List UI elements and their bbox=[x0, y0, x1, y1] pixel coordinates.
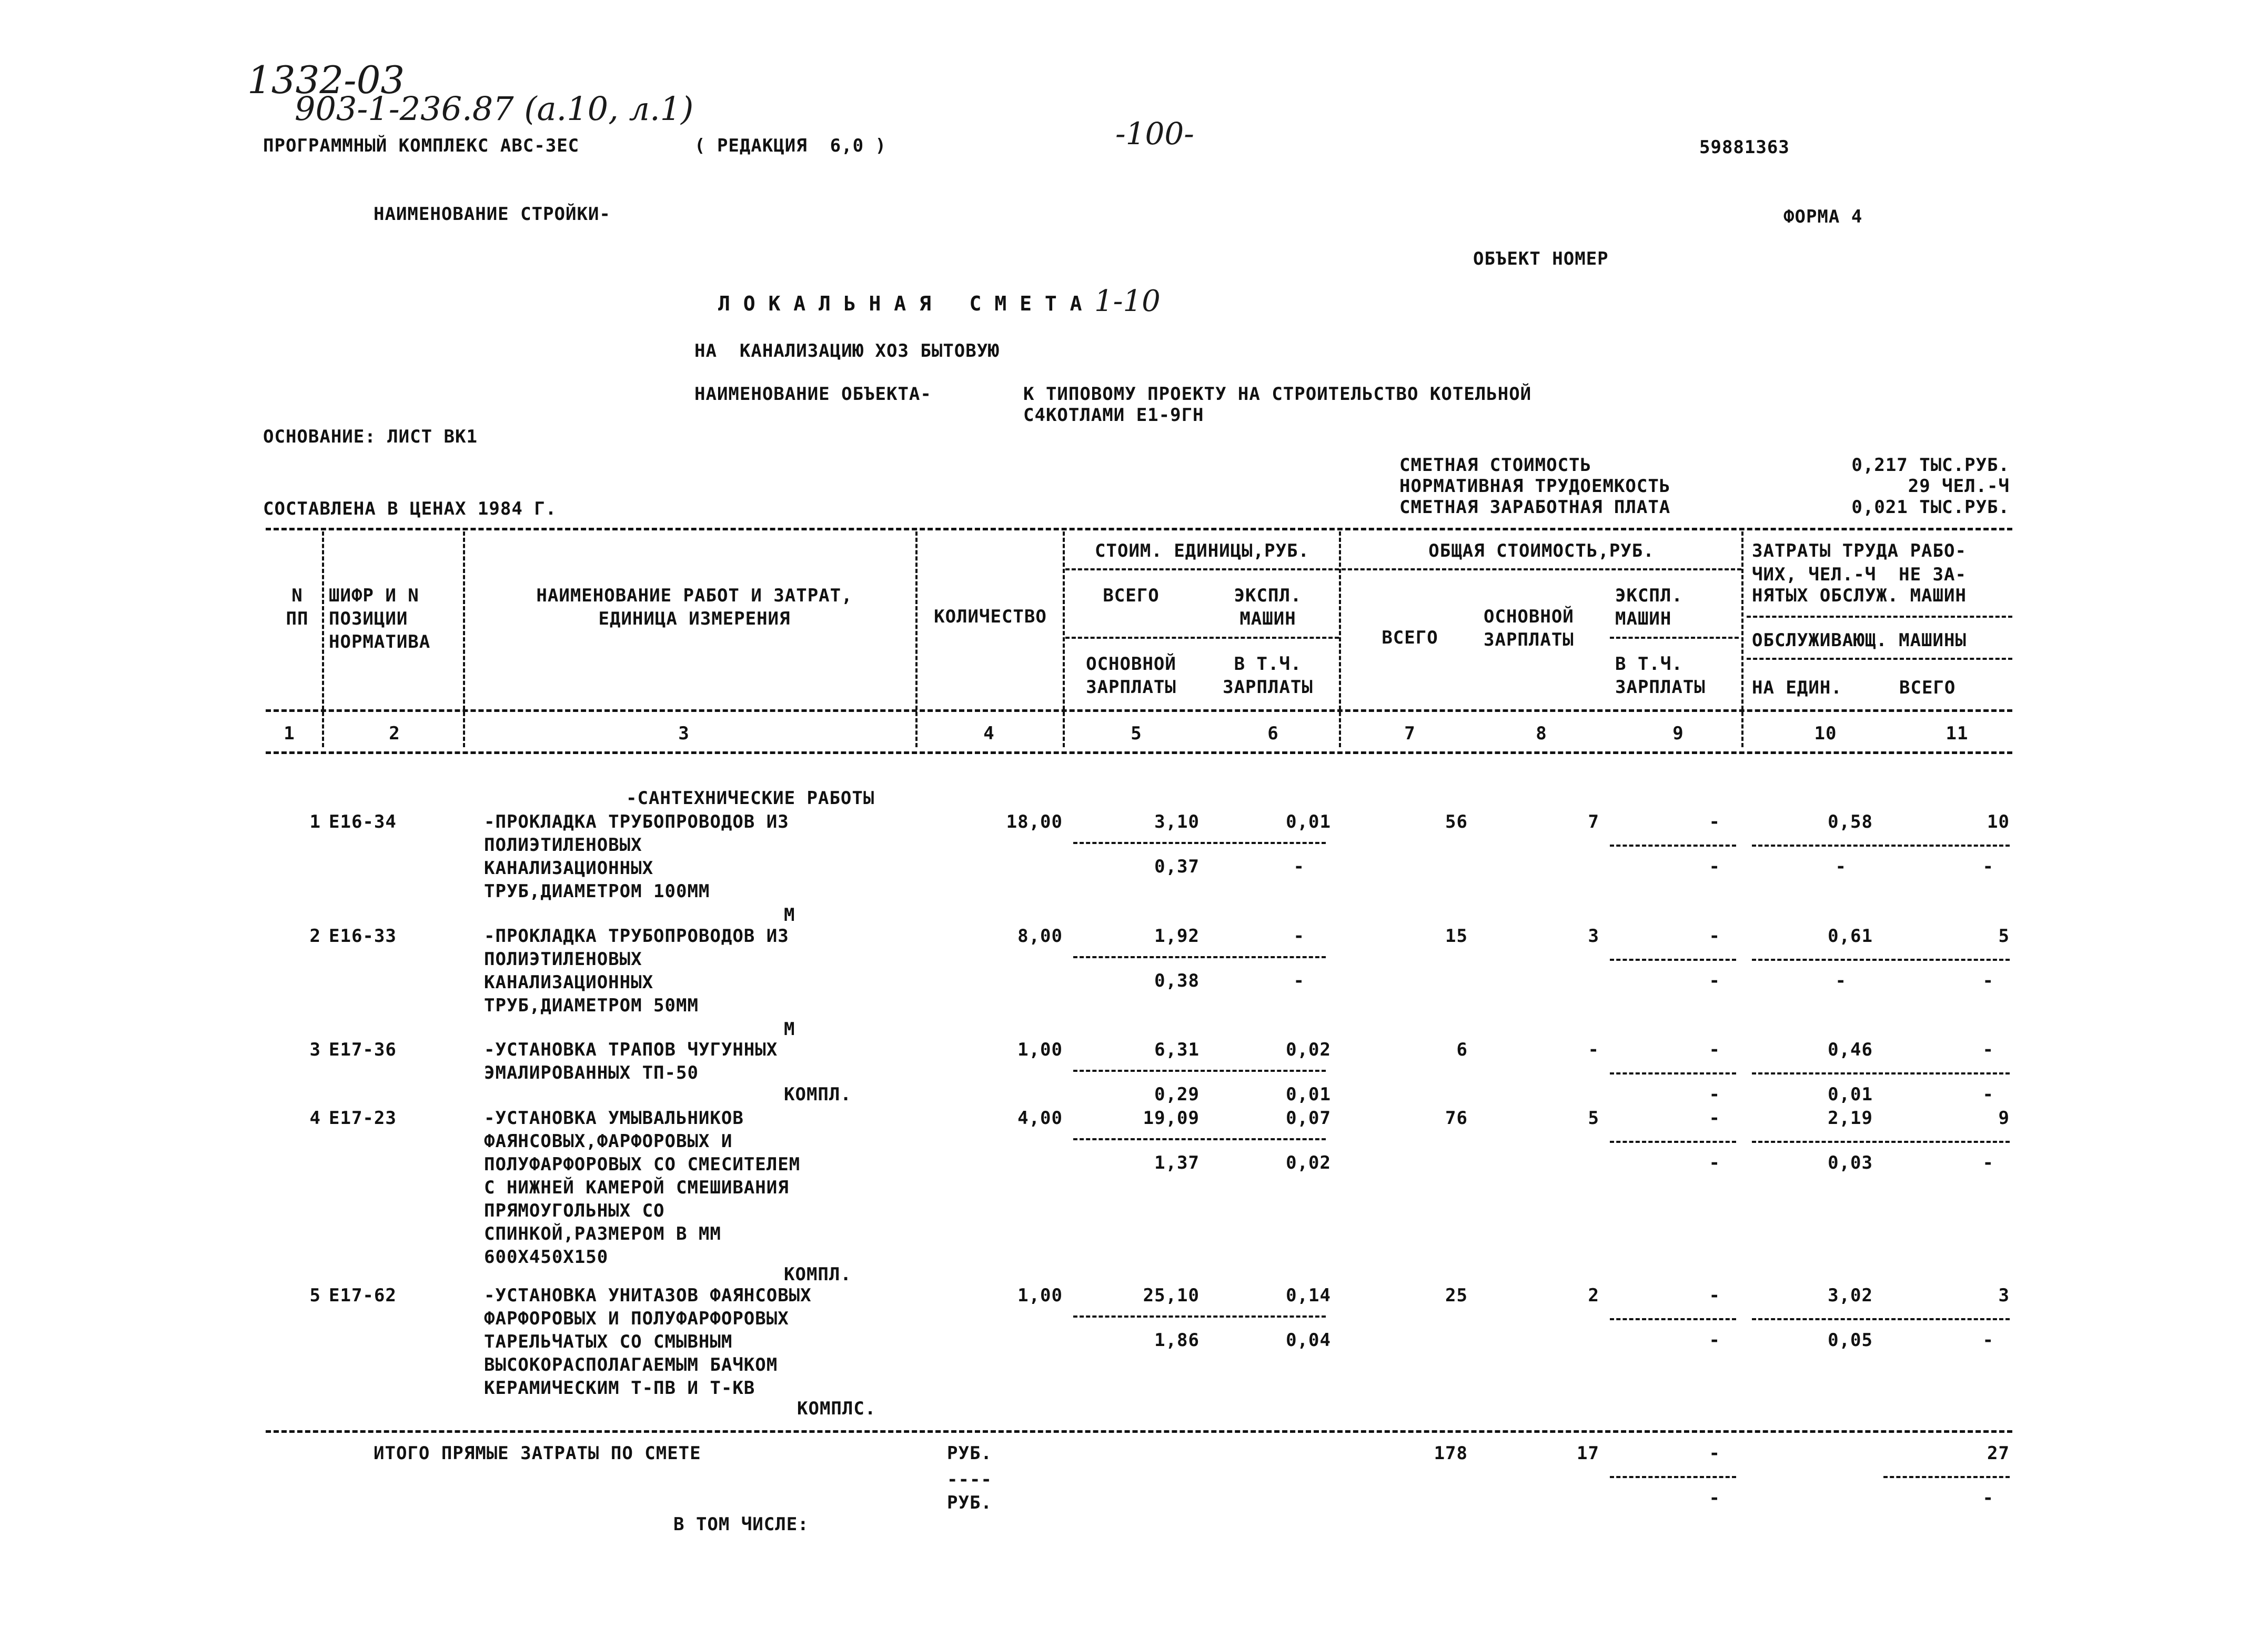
cell-rule bbox=[1073, 1315, 1326, 1318]
cell-rule bbox=[1752, 1072, 2010, 1074]
row-name: -ПРОКЛАДКА ТРУБОПРОВОДОВ ИЗ ПОЛИЭТИЛЕНОВЫХ КАНАЛИЗАЦИОННЫХ ТРУБ,ДИАМЕТРОМ 50ММ bbox=[484, 926, 789, 1016]
row-labor-total-2: - bbox=[1982, 1084, 1994, 1105]
row-name: -УСТАНОВКА ТРАПОВ ЧУГУННЫХ ЭМАЛИРОВАННЫХ ТП-50 bbox=[484, 1039, 778, 1083]
row-number: 2 bbox=[309, 926, 321, 947]
row-quantity: 1,00 bbox=[1017, 1285, 1063, 1306]
row-machines-salary: - bbox=[1709, 1152, 1720, 1173]
col-header-base-salary: ОСНОВНОЙ ЗАРПЛАТЫ bbox=[1086, 654, 1176, 698]
col-header-overall-machines: ЭКСПЛ. МАШИН bbox=[1615, 585, 1683, 629]
totals-machines: - bbox=[1709, 1443, 1720, 1464]
totals-base-salary: 17 bbox=[1577, 1443, 1599, 1464]
row-unit-machines-salary: - bbox=[1293, 856, 1305, 877]
row-labor-per-unit-2: 0,05 bbox=[1828, 1330, 1873, 1351]
row-unit-machines-salary: - bbox=[1293, 970, 1305, 991]
col-number: 11 bbox=[1946, 723, 1969, 744]
row-base-salary: 3 bbox=[1588, 926, 1599, 947]
row-unit-machines: 0,02 bbox=[1286, 1039, 1331, 1060]
object-name-line-2: С4КОТЛАМИ Е1-9ГН bbox=[1023, 405, 1204, 426]
header-subrule bbox=[1342, 568, 1741, 570]
cell-rule bbox=[1073, 1138, 1326, 1140]
row-unit-cost: 25,10 bbox=[1143, 1285, 1199, 1306]
row-unit-cost: 19,09 bbox=[1143, 1108, 1199, 1129]
col-number: 6 bbox=[1267, 723, 1279, 744]
handwritten-code: 1332-03 bbox=[247, 58, 405, 102]
row-code: Е17-23 bbox=[329, 1108, 397, 1129]
cell-rule bbox=[1073, 842, 1326, 844]
row-unit-machines-salary: 0,02 bbox=[1286, 1152, 1331, 1173]
col-header-overall-total: ВСЕГО bbox=[1382, 627, 1438, 648]
row-unit-machines: - bbox=[1293, 926, 1305, 947]
row-labor-total-2: - bbox=[1982, 1330, 1994, 1351]
col-header-overall-incl: В Т.Ч. ЗАРПЛАТЫ bbox=[1615, 654, 1706, 698]
row-base-salary: 7 bbox=[1588, 811, 1599, 832]
row-code: Е16-34 bbox=[329, 811, 397, 832]
handwritten-ref: 903-1-236.87 (а.10, л.1) bbox=[295, 89, 694, 128]
section-title: -САНТЕХНИЧЕСКИЕ РАБОТЫ bbox=[626, 788, 875, 809]
col-header-overall-base: ОСНОВНОЙ ЗАРПЛАТЫ bbox=[1484, 606, 1574, 650]
row-machines: - bbox=[1709, 811, 1720, 832]
header-divider bbox=[1741, 531, 1743, 747]
row-labor-per-unit-2: - bbox=[1835, 970, 1847, 991]
row-labor-total: 5 bbox=[1998, 926, 2010, 947]
row-unit-machines-salary: 0,04 bbox=[1286, 1330, 1331, 1351]
row-labor-per-unit: 0,58 bbox=[1828, 811, 1873, 832]
row-number: 1 bbox=[309, 811, 321, 832]
row-total: 76 bbox=[1445, 1108, 1468, 1129]
edition: ( РЕДАКЦИЯ 6,0 ) bbox=[694, 135, 886, 156]
summary-label: СМЕТНАЯ ЗАРАБОТНАЯ ПЛАТА bbox=[1399, 497, 1671, 518]
row-total: 6 bbox=[1456, 1039, 1468, 1060]
row-total: 25 bbox=[1445, 1285, 1468, 1306]
col-header-labor-4: ОБСЛУЖИВАЮЩ. МАШИНЫ bbox=[1752, 630, 1967, 651]
col-number: 4 bbox=[983, 723, 995, 744]
row-unit-salary: 0,37 bbox=[1154, 856, 1199, 877]
row-name: -УСТАНОВКА УНИТАЗОВ ФАЯНСОВЫХ ФАРФОРОВЫХ И ПОЛУФАРФОРОВЫХ ТАРЕЛЬЧАТЫХ СО СМЫВНЫМ ВЫСОКОРАСПОЛАГАЕМЫМ БАЧКОМ КЕРАМИЧЕСКИМ Т-ПВ И Т-КВ bbox=[484, 1285, 812, 1399]
row-machines-salary: - bbox=[1709, 856, 1720, 877]
row-unit-cost: 3,10 bbox=[1154, 811, 1199, 832]
row-number: 3 bbox=[309, 1039, 321, 1060]
row-base-salary: 5 bbox=[1588, 1108, 1599, 1129]
row-unit-machines-salary: 0,01 bbox=[1286, 1084, 1331, 1105]
row-labor-per-unit-2: - bbox=[1835, 856, 1847, 877]
col-number: 1 bbox=[284, 723, 295, 744]
summary-value: 0,217 ТЫС.РУБ. bbox=[1851, 455, 2010, 476]
col-header-labor-3: НЯТЫХ ОБСЛУЖ. МАШИН bbox=[1752, 585, 1967, 606]
header-divider bbox=[322, 531, 324, 747]
header-subrule bbox=[1747, 616, 2012, 618]
row-unit-machines: 0,01 bbox=[1286, 811, 1331, 832]
object-number-label: ОБЪЕКТ НОМЕР bbox=[1473, 248, 1609, 269]
col-header-machines: ЭКСПЛ. МАШИН bbox=[1234, 585, 1302, 629]
row-quantity: 18,00 bbox=[1006, 811, 1063, 832]
row-machines-salary: - bbox=[1709, 970, 1720, 991]
row-machines: - bbox=[1709, 926, 1720, 947]
col-number: 7 bbox=[1404, 723, 1416, 744]
row-total: 15 bbox=[1445, 926, 1468, 947]
table-numbers-rule bbox=[266, 751, 2012, 754]
header-divider bbox=[1063, 531, 1065, 747]
col-header-code: ШИФР И N ПОЗИЦИИ НОРМАТИВА bbox=[329, 585, 431, 652]
row-unit-cost: 1,92 bbox=[1154, 926, 1199, 947]
row-unit: КОМПЛ. bbox=[784, 1084, 852, 1105]
cell-rule bbox=[1752, 1141, 2010, 1143]
row-labor-total: 10 bbox=[1987, 811, 2010, 832]
totals-labor-2: - bbox=[1982, 1488, 1994, 1509]
estimate-title: Л О К А Л Ь Н А Я С М Е Т А bbox=[718, 292, 1083, 315]
row-code: Е17-62 bbox=[329, 1285, 397, 1306]
object-name-label: НАИМЕНОВАНИЕ ОБЪЕКТА- bbox=[694, 384, 932, 405]
row-machines-salary: - bbox=[1709, 1084, 1720, 1105]
handwritten-page-number: -100- bbox=[1115, 116, 1194, 152]
row-quantity: 8,00 bbox=[1017, 926, 1063, 947]
totals-labor: 27 bbox=[1987, 1443, 2010, 1464]
row-unit-salary: 0,38 bbox=[1154, 970, 1199, 991]
cell-rule bbox=[1073, 1070, 1326, 1072]
row-base-salary: 2 bbox=[1588, 1285, 1599, 1306]
cell-rule bbox=[1073, 956, 1326, 958]
col-header-total: ВСЕГО bbox=[1103, 585, 1160, 606]
header-divider bbox=[1339, 531, 1341, 747]
summary-value: 0,021 ТЫС.РУБ. bbox=[1851, 497, 2010, 518]
row-labor-total-2: - bbox=[1982, 856, 1994, 877]
cell-rule bbox=[1610, 1476, 1736, 1478]
col-number: 2 bbox=[389, 723, 400, 744]
row-unit: М bbox=[784, 905, 795, 926]
totals-total: 178 bbox=[1434, 1443, 1468, 1464]
row-unit: КОМПЛС. bbox=[797, 1398, 876, 1419]
row-base-salary: - bbox=[1588, 1039, 1599, 1060]
row-labor-per-unit: 0,61 bbox=[1828, 926, 1873, 947]
totals-rule bbox=[266, 1430, 2012, 1433]
row-unit-salary: 0,29 bbox=[1154, 1084, 1199, 1105]
col-header-quantity: КОЛИЧЕСТВО bbox=[934, 606, 1047, 627]
totals-machines-salary: - bbox=[1709, 1488, 1720, 1509]
row-total: 56 bbox=[1445, 811, 1468, 832]
col-header-unit-cost: СТОИМ. ЕДИНИЦЫ,РУБ. bbox=[1095, 540, 1309, 561]
cell-rule bbox=[1610, 959, 1736, 961]
summary-label: СМЕТНАЯ СТОИМОСТЬ bbox=[1399, 455, 1591, 476]
row-labor-total: 9 bbox=[1998, 1108, 2010, 1129]
row-name: -УСТАНОВКА УМЫВАЛЬНИКОВ ФАЯНСОВЫХ,ФАРФОРОВЫХ И ПОЛУФАРФОРОВЫХ СО СМЕСИТЕЛЕМ С НИЖНЕЙ КАМЕРОЙ СМЕШИВАНИЯ ПРЯМОУГОЛЬНЫХ СО СПИНКОЙ,РАЗМЕРОМ В ММ 600Х450Х150 bbox=[484, 1108, 801, 1268]
totals-including: В ТОМ ЧИСЛЕ: bbox=[673, 1514, 809, 1535]
header-subrule bbox=[1065, 568, 1339, 570]
summary-label: НОРМАТИВНАЯ ТРУДОЕМКОСТЬ bbox=[1399, 476, 1671, 497]
row-machines: - bbox=[1709, 1285, 1720, 1306]
cell-rule bbox=[1610, 1318, 1736, 1320]
row-labor-per-unit: 2,19 bbox=[1828, 1108, 1873, 1129]
col-header-overall-cost: ОБЩАЯ СТОИМОСТЬ,РУБ. bbox=[1428, 540, 1655, 561]
col-number: 10 bbox=[1814, 723, 1837, 744]
row-unit-machines: 0,14 bbox=[1286, 1285, 1331, 1306]
header-subrule bbox=[1065, 637, 1339, 639]
totals-currency-2: ---- РУБ. bbox=[947, 1469, 992, 1513]
col-header-labor-2: ЧИХ, ЧЕЛ.-Ч НЕ ЗА- bbox=[1752, 564, 1967, 585]
row-unit-salary: 1,86 bbox=[1154, 1330, 1199, 1351]
cell-rule bbox=[1752, 845, 2010, 847]
header-divider bbox=[915, 531, 918, 747]
totals-label: ИТОГО ПРЯМЫЕ ЗАТРАТЫ ПО СМЕТЕ bbox=[374, 1443, 701, 1464]
row-unit: М bbox=[784, 1019, 795, 1040]
document-id: 59881363 bbox=[1699, 137, 1790, 158]
cell-rule bbox=[1752, 959, 2010, 961]
form-label: ФОРМА 4 bbox=[1783, 206, 1863, 227]
cell-rule bbox=[1883, 1476, 2010, 1478]
col-number: 5 bbox=[1131, 723, 1142, 744]
cell-rule bbox=[1752, 1318, 2010, 1320]
table-top-rule bbox=[266, 528, 2012, 530]
col-header-name: НАИМЕНОВАНИЕ РАБОТ И ЗАТРАТ, ЕДИНИЦА ИЗМЕРЕНИЯ bbox=[536, 585, 853, 629]
col-header-incl-salary: В Т.Ч. ЗАРПЛАТЫ bbox=[1223, 654, 1313, 698]
cell-rule bbox=[1610, 1072, 1736, 1074]
row-unit-cost: 6,31 bbox=[1154, 1039, 1199, 1060]
row-unit-machines: 0,07 bbox=[1286, 1108, 1331, 1129]
basis: ОСНОВАНИЕ: ЛИСТ ВК1 bbox=[263, 426, 478, 447]
price-base: СОСТАВЛЕНА В ЦЕНАХ 1984 Г. bbox=[263, 498, 557, 519]
table-header-rule bbox=[266, 709, 2012, 712]
totals-currency: РУБ. bbox=[947, 1443, 992, 1464]
row-quantity: 4,00 bbox=[1017, 1108, 1063, 1129]
header-subrule bbox=[1747, 658, 2012, 660]
row-labor-total: - bbox=[1982, 1039, 1994, 1060]
row-labor-per-unit: 0,46 bbox=[1828, 1039, 1873, 1060]
row-unit-salary: 1,37 bbox=[1154, 1152, 1199, 1173]
col-header-n: N ПП bbox=[286, 585, 309, 629]
header-subrule bbox=[1610, 637, 1739, 639]
row-labor-per-unit: 3,02 bbox=[1828, 1285, 1873, 1306]
row-labor-total-2: - bbox=[1982, 1152, 1994, 1173]
cell-rule bbox=[1610, 1141, 1736, 1143]
col-header-per-unit: НА ЕДИН. bbox=[1752, 677, 1842, 698]
row-name-label: НАИМЕНОВАНИЕ СТРОЙКИ- bbox=[374, 204, 611, 225]
row-machines: - bbox=[1709, 1108, 1720, 1129]
row-labor-per-unit-2: 0,01 bbox=[1828, 1084, 1873, 1105]
row-machines: - bbox=[1709, 1039, 1720, 1060]
row-labor-total-2: - bbox=[1982, 970, 1994, 991]
cell-rule bbox=[1610, 845, 1736, 847]
row-unit: КОМПЛ. bbox=[784, 1264, 852, 1285]
col-number: 3 bbox=[678, 723, 690, 744]
object-name-line-1: К ТИПОВОМУ ПРОЕКТУ НА СТРОИТЕЛЬСТВО КОТЕЛЬНОЙ bbox=[1023, 384, 1532, 405]
row-quantity: 1,00 bbox=[1017, 1039, 1063, 1060]
row-labor-per-unit-2: 0,03 bbox=[1828, 1152, 1873, 1173]
row-machines-salary: - bbox=[1709, 1330, 1720, 1351]
row-name: -ПРОКЛАДКА ТРУБОПРОВОДОВ ИЗ ПОЛИЭТИЛЕНОВЫХ КАНАЛИЗАЦИОННЫХ ТРУБ,ДИАМЕТРОМ 100ММ bbox=[484, 811, 789, 902]
row-code: Е16-33 bbox=[329, 926, 397, 947]
col-header-labor-1: ЗАТРАТЫ ТРУДА РАБО- bbox=[1752, 540, 1967, 561]
estimate-number: 1-10 bbox=[1094, 284, 1161, 318]
row-code: Е17-36 bbox=[329, 1039, 397, 1060]
row-labor-total: 3 bbox=[1998, 1285, 2010, 1306]
estimate-subject: НА КАНАЛИЗАЦИЮ ХОЗ БЫТОВУЮ bbox=[694, 340, 1000, 361]
row-number: 4 bbox=[309, 1108, 321, 1129]
col-number: 9 bbox=[1672, 723, 1684, 744]
summary-value: 29 ЧЕЛ.-Ч bbox=[1908, 476, 2010, 497]
row-number: 5 bbox=[309, 1285, 321, 1306]
program-name: ПРОГРАММНЫЙ КОМПЛЕКС АВС-3ЕС bbox=[263, 135, 580, 156]
header-divider bbox=[463, 531, 465, 747]
col-header-all: ВСЕГО bbox=[1899, 677, 1956, 698]
col-number: 8 bbox=[1536, 723, 1547, 744]
